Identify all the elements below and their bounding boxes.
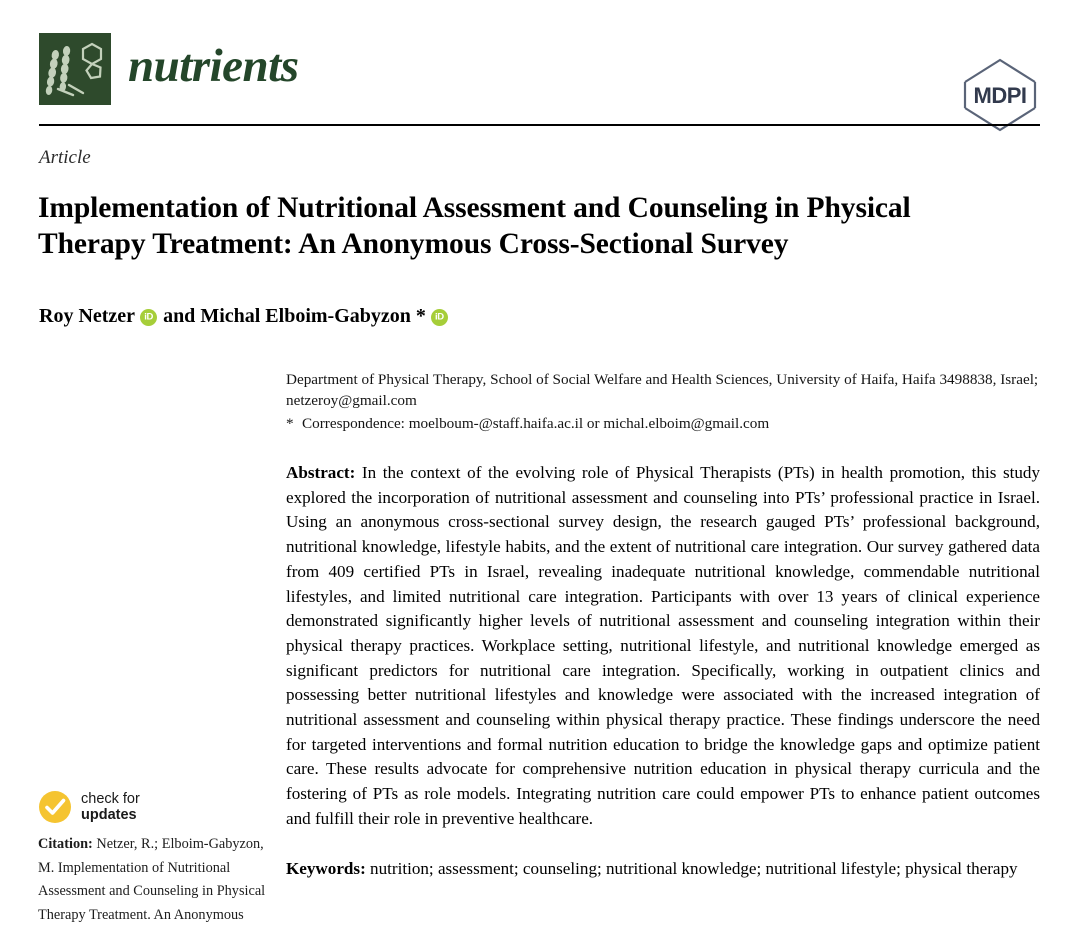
orcid-id-icon[interactable] <box>431 309 448 326</box>
citation-text: Netzer, R.; Elboim-Gabyzon, M. Implementation of Nutritional Assessment and Counseling in Physical Therapy Treatment. An Anonymous <box>38 836 266 923</box>
masthead-divider <box>39 124 1040 126</box>
check-for-updates-text <box>81 791 140 823</box>
journal-name: nutrients <box>128 39 299 92</box>
keywords-block <box>286 857 1040 882</box>
author-connector: and <box>158 305 201 327</box>
journal-logo[interactable] <box>39 33 299 105</box>
abstract-block <box>286 461 1040 832</box>
correspondence-text: Correspondence: moelboum-@staff.haifa.ac.il or michal.elboim@gmail.com <box>302 415 770 432</box>
citation-block <box>38 833 270 927</box>
correspondence-line <box>286 413 1040 434</box>
article-front-matter <box>286 369 1040 881</box>
masthead <box>39 33 1039 131</box>
mdpi-hexagon-icon[interactable] <box>961 55 1039 135</box>
abstract-text: In the context of the evolving role of Physical Therapists (PTs) in health promotion, this study explored the incorporation of nutritional assessment and counseling into PTs’ professional practice in Israel. Using an anonymous cross-sectional survey design, the research gauged PTs’ professional background, nutritional knowledge, lifestyle habits, and the extent of nutritional care integration. Our survey gathered data from 409 certified PTs in Israel, revealing inadequate nutritional knowledge, commendable nutritional lifestyles, and limited nutritional care integration. Participants with over 13 years of clinical experience demonstrated significantly higher levels of nutritional assessment and counseling integration within their physical therapy practices. Workplace setting, nutritional lifestyle, and nutritional knowledge emerged as significant predictors for nutritional care integration. Specifically, working in outpatient clinics and possessing better nutritional lifestyles and knowledge were associated with the increased integration of nutritional assessment and counseling within physical therapy practice. These findings underscore the need for targeted interventions and formal nutrition education to bridge the knowledge gaps and optimize patient care. These results advocate for comprehensive nutrition education in physical therapy curricula and the fostering of PTs as role models. Integrating nutrition care could empower PTs to enhance patient outcomes and fulfill their role in preventive healthcare. <box>286 463 1041 828</box>
wheat-molecule-icon <box>39 33 111 105</box>
author-list <box>39 303 449 329</box>
keywords-label: Keywords: <box>286 858 366 878</box>
author-name-second: Michal Elboim-Gabyzon * <box>200 305 426 327</box>
article-type-label: Article <box>39 147 91 168</box>
correspondence-marker: * <box>286 415 294 432</box>
updates-line-1: check for <box>81 791 140 807</box>
svg-text:MDPI: MDPI <box>973 83 1027 108</box>
left-rail <box>38 790 270 927</box>
check-circle-icon <box>38 790 72 824</box>
affiliation-text: Department of Physical Therapy, School of Social Welfare and Health Sciences, University of Haifa, Haifa 3498838, Israel; netzeroy@gmail.com <box>286 371 1039 409</box>
author-name-first: Roy Netzer <box>39 305 136 327</box>
page-title: Implementation of Nutritional Assessment and Counseling in Physical Therapy Treatment: An Anonymous Cross-Sectional Survey <box>38 191 911 260</box>
check-for-updates-badge[interactable] <box>38 790 270 824</box>
abstract-label: Abstract: <box>286 463 356 482</box>
orcid-id-icon[interactable] <box>140 309 157 326</box>
citation-label: Citation: <box>38 836 93 852</box>
keywords-text: nutrition; assessment; counseling; nutritional knowledge; nutritional lifestyle; physical therapy <box>370 858 1018 878</box>
updates-line-2: updates <box>81 807 137 823</box>
